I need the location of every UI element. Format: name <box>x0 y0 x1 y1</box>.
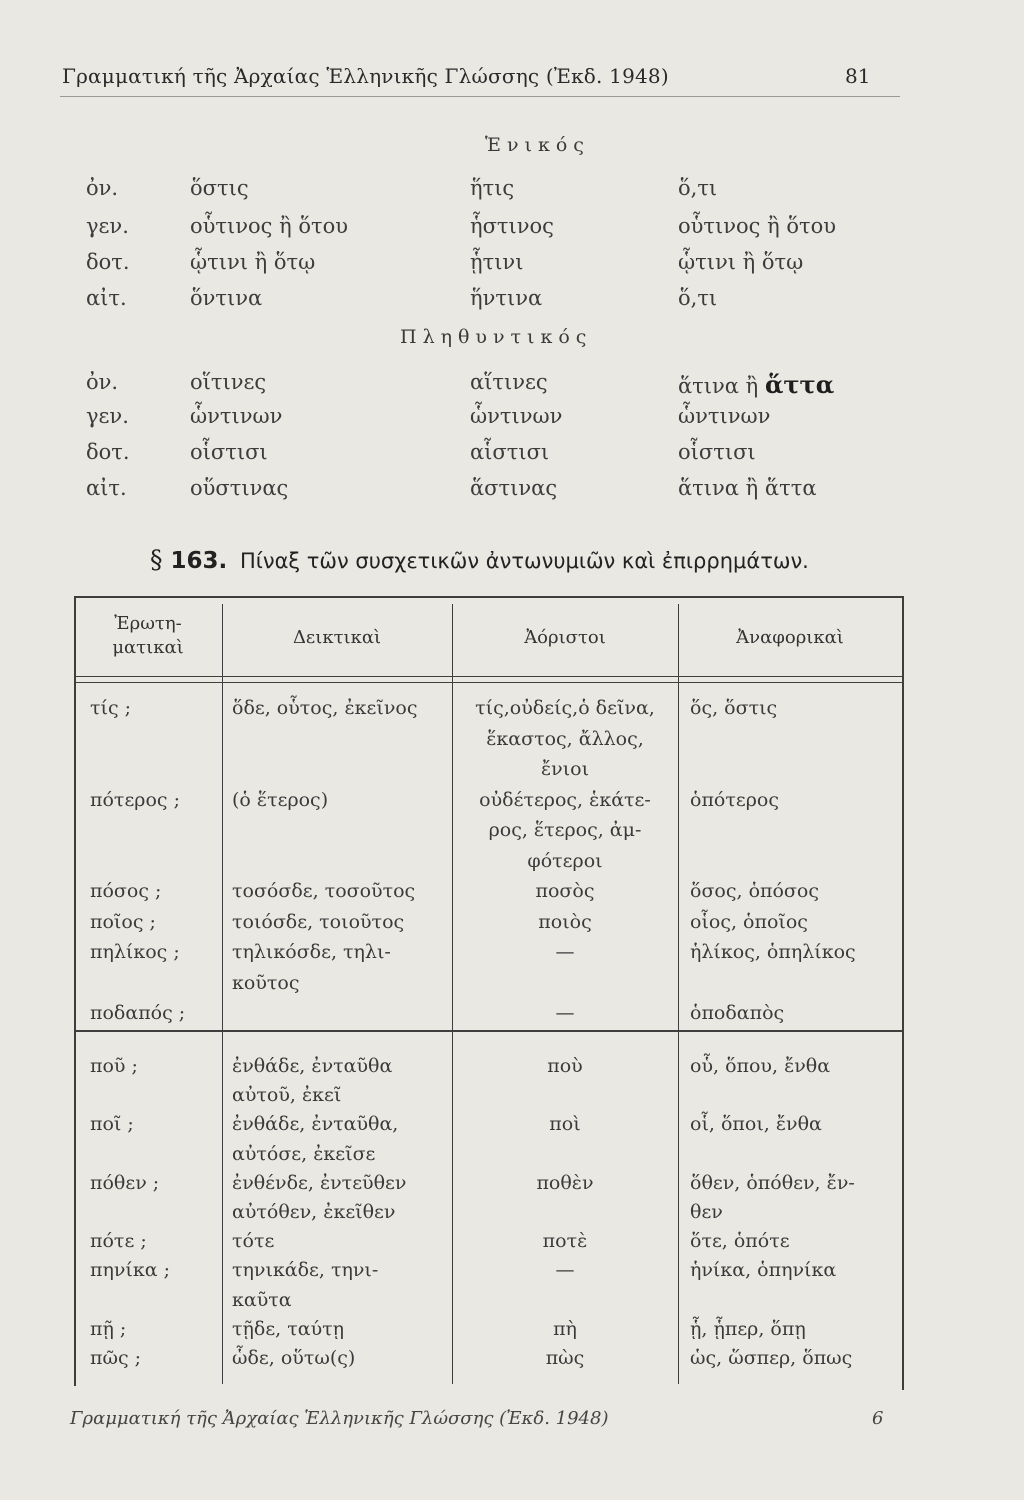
demonstrative-cell: αὐτόθεν, ἐκεῖθεν <box>232 1201 396 1223</box>
neuter-form: ὅ,τι <box>678 176 718 200</box>
relative-cell: ὅτε, ὁπότε <box>690 1230 790 1253</box>
plural-row <box>0 370 1024 400</box>
relative-cell: ἡνίκα, ὁπηνίκα <box>690 1259 837 1282</box>
header-interrogative <box>78 612 218 660</box>
table-top-border <box>74 596 904 598</box>
interrogative-cell: ποδαπός ; <box>90 1002 186 1024</box>
indefinite-cell: ποὶ <box>549 1113 581 1136</box>
interrogative-cell: πῇ ; <box>90 1317 127 1340</box>
header-rule <box>60 96 900 97</box>
masculine-form: οὕστινας <box>190 476 289 500</box>
column-divider <box>222 604 223 1384</box>
case-label: ὀν. <box>86 370 119 394</box>
masculine-form: οἷστισι <box>190 440 268 464</box>
footer-signature: 6 <box>872 1408 884 1429</box>
interrogative-cell: πηλίκος ; <box>90 941 180 963</box>
case-label: δοτ. <box>86 250 130 274</box>
demonstrative-cell: καῦτα <box>232 1288 292 1311</box>
neuter-form: ὧντινων <box>678 404 771 428</box>
column-divider <box>678 604 679 1384</box>
relative-cell: οὗ, ὅπου, ἔνθα <box>690 1055 831 1077</box>
neuter-form: οὗτινος ἢ ὅτου <box>678 214 837 238</box>
interrogative-cell: πόσος ; <box>90 880 162 902</box>
header-divider-double <box>76 682 902 683</box>
relative-cell: οἷος, ὁποῖος <box>690 910 808 933</box>
masculine-form: οὗτινος ἢ ὅτου <box>190 214 349 238</box>
masculine-form: ὧντινων <box>190 404 283 428</box>
singular-row <box>0 214 1024 244</box>
indefinite-cell: — <box>555 1002 575 1024</box>
case-label: αἰτ. <box>86 286 127 310</box>
demonstrative-cell: τηλικόσδε, τηλι- <box>232 941 391 963</box>
demonstrative-cell: τοσόσδε, τοσοῦτος <box>232 880 416 902</box>
header-demonstrative: Δεικτικαὶ <box>292 627 382 648</box>
feminine-form: ἥτις <box>470 176 515 200</box>
plural-caption: Πληθυντικός <box>400 326 593 348</box>
indefinite-cell: πὼς <box>545 1347 585 1369</box>
demonstrative-cell: (ὁ ἕτερος) <box>232 788 329 811</box>
interrogative-cell: ποῖος ; <box>90 910 156 933</box>
neuter-form <box>678 370 834 399</box>
demonstrative-cell: ἐνθένδε, ἐντεῦθεν <box>232 1171 407 1194</box>
demonstrative-cell: ἐνθάδε, ἐνταῦθα, <box>232 1113 399 1136</box>
indefinite-cell: ἕκαστος, ἄλλος, <box>486 727 644 750</box>
case-label: ὀν. <box>86 176 119 200</box>
singular-caption: Ἑνικός <box>485 134 590 156</box>
indefinite-cell: ποσὸς <box>535 880 595 902</box>
table-left-border <box>74 596 76 1386</box>
interrogative-cell: πόθεν ; <box>90 1171 160 1194</box>
plural-row <box>0 404 1024 434</box>
feminine-form: ἥντινα <box>470 286 543 310</box>
singular-row <box>0 250 1024 280</box>
interrogative-cell: πῶς ; <box>90 1347 142 1369</box>
interrogative-cell: πότε ; <box>90 1230 147 1253</box>
neuter-form: ὅ,τι <box>678 286 718 310</box>
neuter-form: ἅτινα ἢ ἅττα <box>678 476 817 500</box>
plural-row <box>0 440 1024 470</box>
demonstrative-cell: αὐτόσε, ἐκεῖσε <box>232 1142 376 1165</box>
neuter-form: οἷστισι <box>678 440 756 464</box>
demonstrative-cell: κοῦτος <box>232 971 300 994</box>
relative-cell: ὅθεν, ὁπόθεν, ἔν- <box>690 1171 855 1194</box>
interrogative-cell: τίς ; <box>90 697 132 719</box>
indefinite-cell: — <box>555 941 575 963</box>
footer-title: Γραμματική τῆς Ἀρχαίας Ἑλληνικῆς Γλώσσης (Ἐκδ. 1948) <box>70 1408 609 1429</box>
indefinite-cell: φότεροι <box>527 849 603 872</box>
indefinite-cell: ποὺ <box>547 1055 583 1077</box>
demonstrative-cell: τηνικάδε, τηνι- <box>232 1259 379 1282</box>
section-number: 163. <box>170 548 228 574</box>
header-interrogative-line1: Ἐρωτη- <box>114 613 182 634</box>
demonstrative-cell: ὧδε, οὕτω(ς) <box>232 1347 356 1369</box>
page-number: 81 <box>845 64 871 88</box>
feminine-form: ἅστινας <box>470 476 558 500</box>
masculine-form: ᾧτινι ἢ ὅτῳ <box>190 250 316 274</box>
neuter-form-text: ἅτινα ἢ <box>678 374 759 398</box>
header-divider <box>76 676 902 677</box>
header-indefinite: Ἀόριστοι <box>524 627 606 648</box>
header-interrogative-line2: ματικαὶ <box>112 637 184 658</box>
indefinite-cell: ποτὲ <box>542 1230 588 1253</box>
masculine-form: ὅντινα <box>190 286 263 310</box>
neuter-form-emphasis: ἅττα <box>764 370 835 399</box>
demonstrative-cell: αὐτοῦ, ἐκεῖ <box>232 1084 342 1107</box>
case-label: γεν. <box>86 214 129 238</box>
interrogative-cell: ποῦ ; <box>90 1055 138 1077</box>
indefinite-cell: — <box>555 1259 575 1282</box>
indefinite-cell: ποθὲν <box>536 1171 594 1194</box>
feminine-form: αἷστισι <box>470 440 550 464</box>
relative-cell: ἡλίκος, ὁπηλίκος <box>690 941 856 963</box>
section-symbol: § <box>150 545 163 574</box>
plural-row <box>0 476 1024 506</box>
indefinite-cell: τίς,οὐδείς,ὁ δεῖνα, <box>475 697 655 719</box>
relative-cell: ὅς, ὅστις <box>690 697 778 719</box>
column-divider <box>452 604 453 1384</box>
interrogative-cell: πηνίκα ; <box>90 1259 171 1282</box>
section-title: Πίναξ τῶν συσχετικῶν ἀντωνυμιῶν καὶ ἐπιρρημάτων. <box>239 549 809 573</box>
relative-cell: ὅσος, ὁπόσος <box>690 880 819 902</box>
running-header-title: Γραμματική τῆς Ἀρχαίας Ἑλληνικῆς Γλώσσης (Ἐκδ. 1948) <box>62 64 669 88</box>
masculine-form: οἵτινες <box>190 370 267 394</box>
demonstrative-cell: ἐνθάδε, ἐνταῦθα <box>232 1055 393 1077</box>
indefinite-cell: πὴ <box>553 1317 577 1340</box>
feminine-form: ὧντινων <box>470 404 563 428</box>
demonstrative-cell: τότε <box>232 1230 275 1253</box>
relative-cell: ὁπότερος <box>690 788 779 811</box>
feminine-form: ᾗτινι <box>470 250 524 274</box>
indefinite-cell: ἔνιοι <box>540 758 590 780</box>
interrogative-cell: ποῖ ; <box>90 1113 134 1136</box>
relative-cell: οἷ, ὅποι, ἔνθα <box>690 1113 822 1136</box>
neuter-form: ᾧτινι ἢ ὅτῳ <box>678 250 804 274</box>
feminine-form: αἵτινες <box>470 370 548 394</box>
relative-cell: ᾗ, ᾗπερ, ὅπῃ <box>690 1317 806 1340</box>
section-heading <box>150 545 809 574</box>
case-label: γεν. <box>86 404 129 428</box>
masculine-form: ὅστις <box>190 176 249 200</box>
interrogative-cell: πότερος ; <box>90 788 180 811</box>
feminine-form: ἧστινος <box>470 214 554 238</box>
singular-row <box>0 176 1024 206</box>
relative-cell: ὡς, ὥσπερ, ὅπως <box>690 1347 853 1369</box>
demonstrative-cell: ὅδε, οὗτος, ἐκεῖνος <box>232 697 418 719</box>
demonstrative-cell: τῇδε, ταύτῃ <box>232 1317 345 1340</box>
indefinite-cell: οὐδέτερος, ἑκάτε- <box>479 788 651 811</box>
case-label: αἰτ. <box>86 476 127 500</box>
group-divider <box>76 1030 902 1032</box>
header-relative: Ἀναφορικαὶ <box>736 627 844 648</box>
case-label: δοτ. <box>86 440 130 464</box>
indefinite-cell: ποιὸς <box>538 910 592 933</box>
singular-row <box>0 286 1024 316</box>
demonstrative-cell: τοιόσδε, τοιοῦτος <box>232 910 405 933</box>
relative-cell: θεν <box>690 1201 723 1223</box>
relative-cell: ὁποδαπὸς <box>690 1002 785 1024</box>
indefinite-cell: ρος, ἕτερος, ἀμ- <box>488 819 642 841</box>
table-right-border <box>902 598 904 1390</box>
